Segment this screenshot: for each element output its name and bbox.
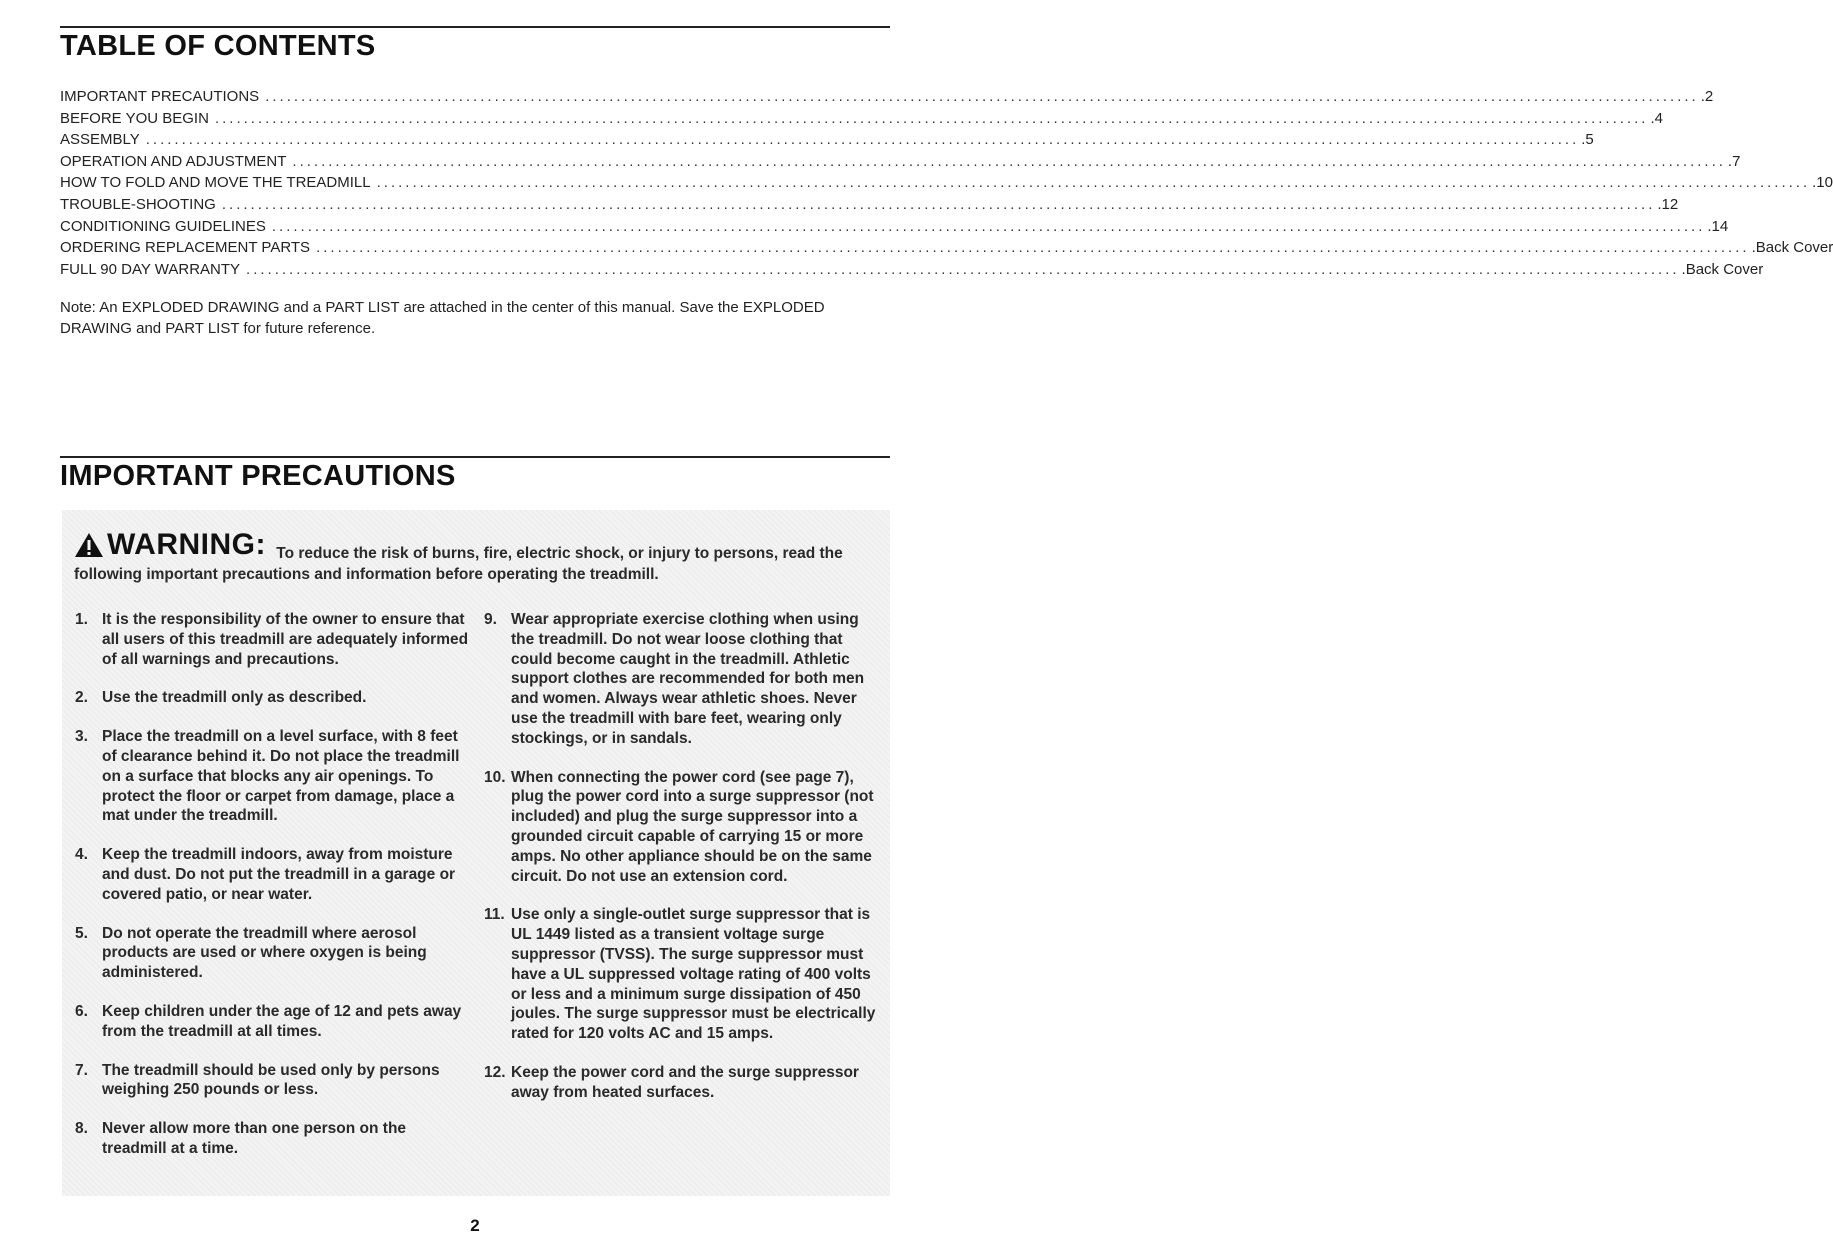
toc-entry-page: .14 bbox=[1707, 217, 1729, 235]
precautions-heading: IMPORTANT PRECAUTIONS bbox=[60, 460, 456, 492]
toc-entry-title: IMPORTANT PRECAUTIONS bbox=[60, 88, 260, 105]
precaution-item bbox=[484, 610, 882, 749]
toc-leader-dots: ........................................................................................................................................................................................................ bbox=[221, 195, 1656, 213]
item-number: 3. bbox=[75, 728, 88, 746]
toc-leader-dots: ........................................................................................................................................................................................................ bbox=[376, 174, 1811, 192]
item-text: It is the responsibility of the owner to ensure that all users of this treadmill are adequately informed of all warnings and precautions. bbox=[102, 611, 469, 668]
toc-row bbox=[60, 109, 1663, 132]
toc-leader-dots: ........................................................................................................................................................................................................ bbox=[271, 217, 1706, 235]
top-rule bbox=[60, 26, 890, 28]
manual-note: Note: An EXPLODED DRAWING and a PART LIST are attached in the center of this manual. Save the EXPLODED DRAWING and PART LIST for future reference. bbox=[60, 299, 825, 337]
toc-entry-title: TROUBLE-SHOOTING bbox=[60, 195, 216, 213]
item-text: Use the treadmill only as described. bbox=[102, 689, 367, 707]
toc-leader-dots: ........................................................................................................................................................................................................ bbox=[292, 152, 1726, 170]
precaution-item bbox=[75, 924, 470, 983]
precaution-item bbox=[75, 1119, 470, 1159]
warning-header bbox=[74, 528, 884, 585]
section-rule bbox=[60, 456, 890, 458]
item-text: Keep the treadmill indoors, away from moisture and dust. Do not put the treadmill in a garage or covered patio, or near water. bbox=[102, 846, 456, 903]
toc-list bbox=[60, 88, 1833, 282]
item-text: Wear appropriate exercise clothing when using the treadmill. Do not wear loose clothing that could become caught in the treadmill. Athletic support clothes are recommended for both men and women. Always wear athletic shoes. Never use the treadmill with bare feet, wearing only stockings, or in sandals. bbox=[511, 611, 865, 747]
precautions-right-column bbox=[484, 610, 882, 1122]
toc-entry-title: BEFORE YOU BEGIN bbox=[60, 109, 209, 127]
item-text: The treadmill should be used only by persons weighing 250 pounds or less. bbox=[102, 1061, 440, 1099]
toc-entry-page: .4 bbox=[1650, 109, 1663, 127]
toc-entry-title: OPERATION AND ADJUSTMENT bbox=[60, 152, 287, 170]
toc-entry-page: .Back Cover bbox=[1751, 239, 1833, 257]
item-text: Do not operate the treadmill where aerosol products are used or where oxygen is being administered. bbox=[102, 924, 427, 982]
toc-row bbox=[60, 217, 1729, 240]
toc-entry-page: .2 bbox=[1700, 88, 1714, 105]
precaution-item bbox=[75, 845, 470, 904]
precaution-item bbox=[75, 688, 470, 708]
item-number: 7. bbox=[75, 1061, 88, 1079]
toc-row bbox=[60, 131, 1594, 153]
item-number: 6. bbox=[75, 1002, 88, 1020]
toc-leader-dots: ........................................................................................................................................................................................................ bbox=[265, 88, 1699, 105]
toc-leader-dots: ........................................................................................................................................................................................................ bbox=[214, 109, 1649, 127]
warning-text: To reduce the risk of burns, fire, electric shock, or injury to persons, read the following important precautions and information before operating the treadmill. bbox=[74, 545, 843, 583]
item-number: 11. bbox=[484, 906, 505, 924]
item-text: Keep children under the age of 12 and pets away from the treadmill at all times. bbox=[102, 1002, 462, 1040]
toc-entry-page: .7 bbox=[1727, 152, 1741, 170]
toc-row bbox=[60, 195, 1679, 218]
item-text: When connecting the power cord (see page 7), plug the power cord into a surge suppressor (not included) and plug the surge suppressor into a grounded circuit capable of carrying 15 or more amps. No other appliance should be on the same circuit. Do not use an extension cord. bbox=[511, 768, 874, 885]
precaution-item bbox=[75, 1002, 470, 1042]
toc-entry-title: ORDERING REPLACEMENT PARTS bbox=[60, 239, 311, 257]
toc-entry-page: .Back Cover bbox=[1681, 260, 1764, 278]
toc-leader-dots: ........................................................................................................................................................................................................ bbox=[316, 239, 1750, 257]
toc-leader-dots: ........................................................................................................................................................................................................ bbox=[145, 131, 1580, 149]
item-number: 2. bbox=[75, 689, 88, 707]
toc-entry-page: .10 bbox=[1812, 174, 1833, 192]
item-text: Place the treadmill on a level surface, with 8 feet of clearance behind it. Do not place the treadmill on a surface that blocks any air openings. To protect the floor or carpet from damage, place a mat under the treadmill. bbox=[102, 728, 460, 825]
toc-row bbox=[60, 152, 1741, 175]
toc-row bbox=[60, 174, 1833, 196]
toc-entry-title: HOW TO FOLD AND MOVE THE TREADMILL bbox=[60, 174, 371, 192]
item-text: Keep the power cord and the surge suppressor away from heated surfaces. bbox=[511, 1063, 859, 1101]
item-number: 8. bbox=[75, 1120, 88, 1138]
warning-title: WARNING: bbox=[107, 528, 266, 561]
toc-entry-page: .5 bbox=[1581, 131, 1594, 149]
precaution-item bbox=[484, 905, 882, 1044]
precaution-item bbox=[75, 727, 470, 826]
toc-row bbox=[60, 260, 1764, 283]
toc-entry-page: .12 bbox=[1657, 195, 1679, 213]
precaution-item bbox=[484, 768, 882, 887]
toc-row bbox=[60, 88, 1714, 110]
warning-title-group bbox=[74, 528, 266, 561]
item-text: Never allow more than one person on the treadmill at a time. bbox=[102, 1120, 407, 1157]
toc-entry-title: FULL 90 DAY WARRANTY bbox=[60, 260, 241, 278]
precaution-item bbox=[75, 1061, 470, 1101]
toc-leader-dots: ........................................................................................................................................................................................................ bbox=[246, 260, 1680, 278]
toc-entry-title: CONDITIONING GUIDELINES bbox=[60, 217, 266, 235]
toc-heading: TABLE OF CONTENTS bbox=[60, 30, 376, 62]
item-number: 10. bbox=[484, 768, 506, 786]
item-number: 4. bbox=[75, 846, 88, 864]
precautions-left-column bbox=[75, 610, 470, 1178]
warning-triangle-icon bbox=[74, 532, 104, 558]
precaution-item bbox=[75, 610, 470, 669]
page-number: 2 bbox=[470, 1216, 480, 1235]
precaution-item bbox=[484, 1063, 882, 1103]
item-number: 12. bbox=[484, 1063, 506, 1081]
item-number: 5. bbox=[75, 924, 88, 942]
item-text: Use only a single-outlet surge suppressor that is UL 1449 listed as a transient voltage surge suppressor (TVSS). The surge suppressor must have a UL suppressed voltage rating of 400 volts or less and a minimum surge dissipation of 450 joules. The surge suppressor must be electrically rated for 120 volts AC and 15 amps. bbox=[511, 906, 876, 1043]
item-number: 1. bbox=[75, 611, 88, 628]
toc-row bbox=[60, 239, 1833, 261]
toc-entry-title: ASSEMBLY bbox=[60, 131, 140, 149]
item-number: 9. bbox=[484, 611, 497, 628]
